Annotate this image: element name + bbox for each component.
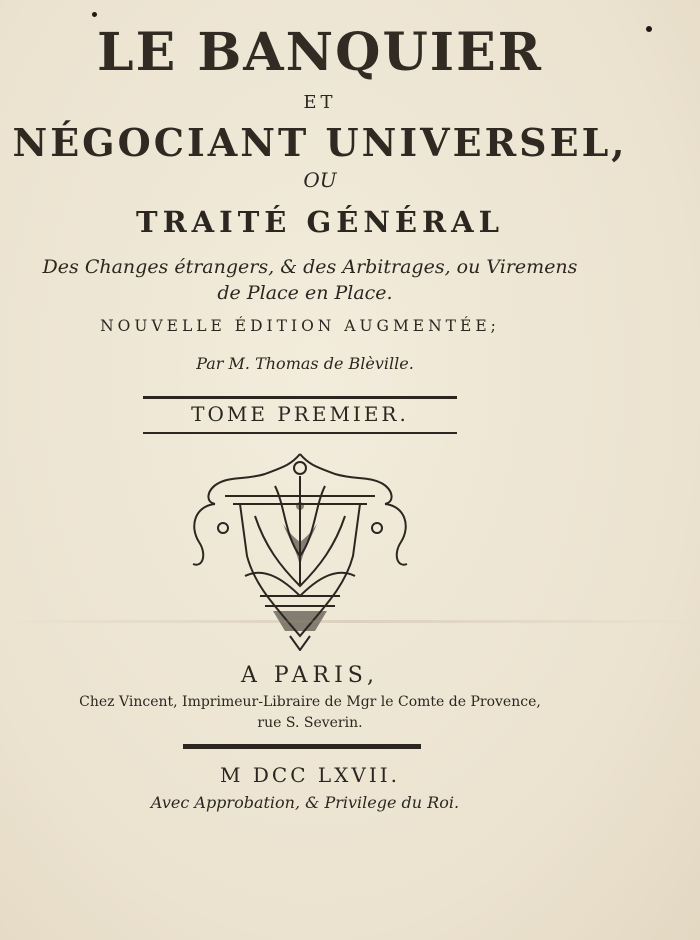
author-statement: Par M. Thomas de Blèville.: [196, 354, 414, 373]
edition-statement: NOUVELLE ÉDITION AUGMENTÉE;: [100, 317, 500, 335]
title-line-3: TRAITÉ GÉNÉRAL: [135, 205, 504, 239]
ink-speck: [646, 26, 652, 32]
rule-above-volume: [143, 396, 457, 399]
rule-below-volume: [143, 432, 457, 434]
ink-speck: [92, 12, 97, 17]
imprint-street: rue S. Severin.: [257, 715, 363, 731]
title-conjunction-et: ET: [303, 92, 337, 113]
title-line-1: LE BANQUIER: [97, 22, 543, 83]
imprint-publisher: Chez Vincent, Imprimeur-Libraire de Mgr le Comte de Provence,: [79, 694, 541, 710]
imprint-city: A PARIS,: [240, 663, 380, 688]
subtitle-line-1: Des Changes étrangers, & des Arbitrages, ou Viremens: [42, 256, 578, 278]
title-conjunction-ou: OU: [303, 168, 337, 192]
title-line-2: NÉGOCIANT UNIVERSEL,: [12, 120, 628, 165]
volume-label: TOME PREMIER.: [191, 402, 409, 426]
paper-crease: [0, 620, 700, 623]
approbation-statement: Avec Approbation, & Privilege du Roi.: [150, 793, 460, 812]
publication-year: M DCC LXVII.: [220, 763, 400, 787]
imprint-rule: [183, 744, 421, 749]
subtitle-line-2: de Place en Place.: [217, 282, 393, 304]
